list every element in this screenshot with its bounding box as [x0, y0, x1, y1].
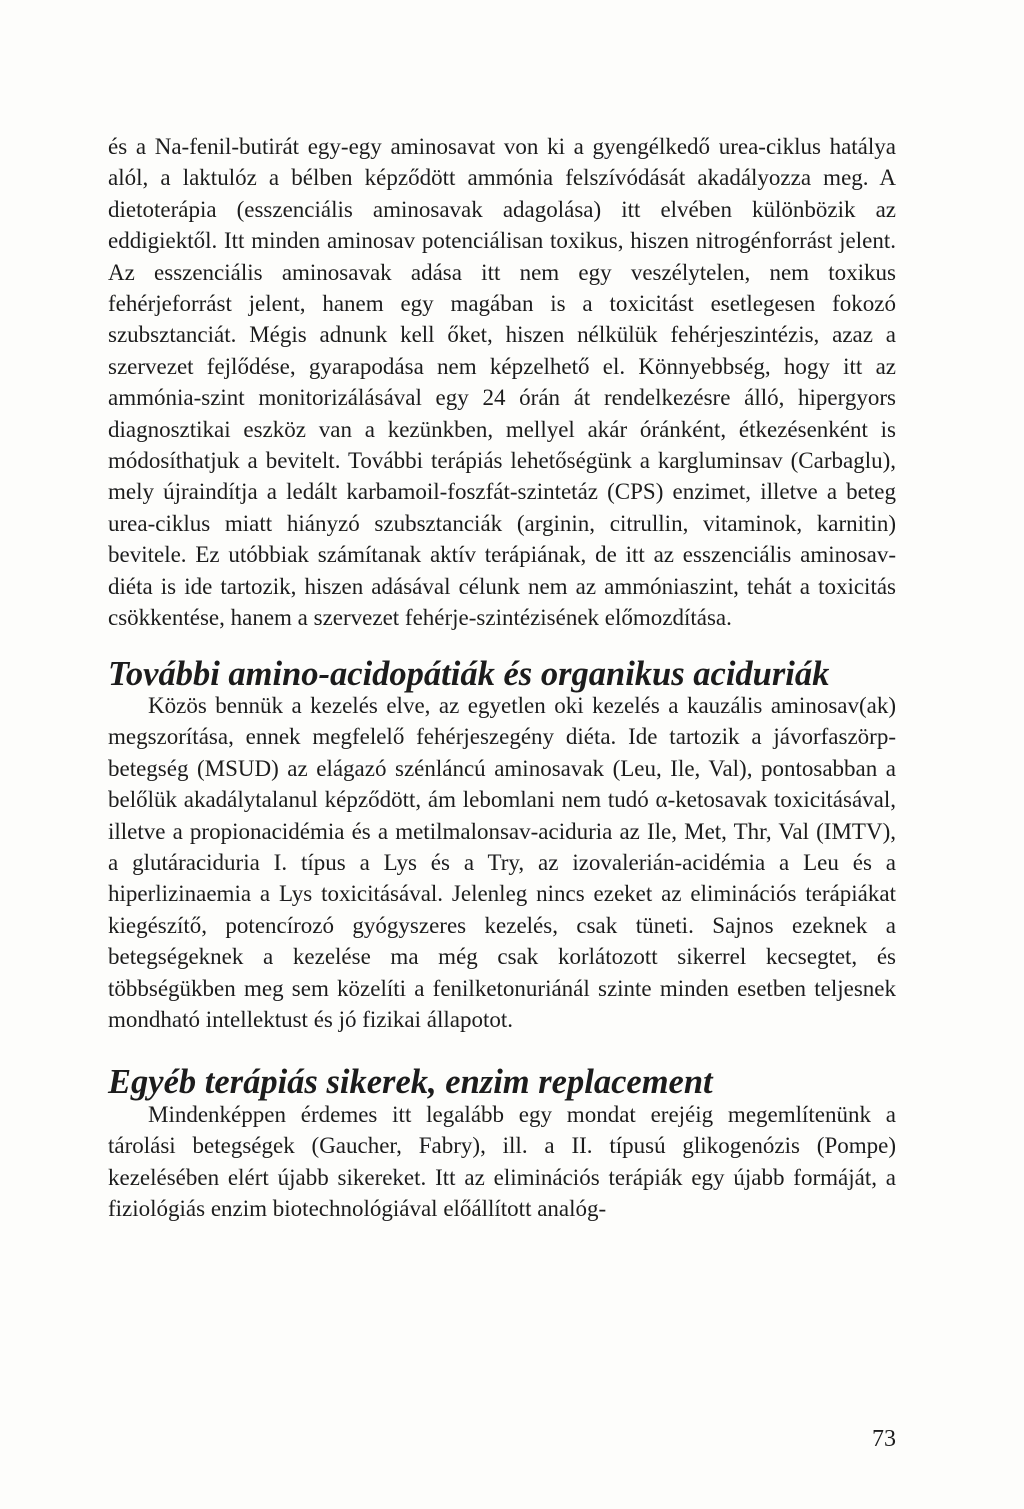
page-number: 73: [872, 1426, 896, 1452]
section-heading-enzyme-replacement: Egyéb terápiás sikerek, enzim replacement: [108, 1063, 713, 1102]
paragraph-amino-acidopathies: Közös bennük a kezelés elve, az egyetlen oki kezelés a kauzális aminosav(ak) megszorítása, ennek megfelelő fehérjeszegény diéta. Ide tartozik a jávorfaszörp-betegség (MSUD) az elágazó szénláncú aminosavak (Leu, Ile, Val), pontosabban a belőlük akadálytalanul képződött, ám lebomlani nem tudó α-ketosavak toxicitásával, illetve a propionacidémia és a metilmalonsav-aciduria az Ile, Met, Thr, Val (IMTV), a glutáraciduria I. típus a Lys és a Try, az izovalerián-acidémia a Leu és a hiperlizinaemia a Lys toxicitásával. Jelenleg nincs ezeket az eliminációs terápiákat kiegészítő, potencírozó gyógyszeres kezelés, csak tüneti. Sajnos ezeknek a betegségeknek a kezelése ma még csak korlátozott sikerrel kecsegtet, és többségükben meg sem közelíti a fenilketonuriánál szinte minden esetben teljesnek mondható intellektust és jó fizikai állapotot.: [108, 692, 896, 1032]
paragraph-enzyme-replacement: Mindenképpen érdemes itt legalább egy mondat erejéig megemlítenünk a tárolási betegségek (Gaucher, Fabry), ill. a II. típusú glikogenózis (Pompe) kezelésében elért újabb sikereket. Itt az eliminációs terápiák egy újabb formáját, a fiziológiás enzim biotechnológiával előállított analóg-: [108, 1101, 896, 1221]
paragraph-continued: és a Na-fenil-butirát egy-egy aminosavat von ki a gyengélkedő urea-ciklus hatálya alól, a laktulóz a bélben képződött ammónia felszívódását akadályozza meg. A dietoterápia (esszenciális aminosavak adagolása) itt elvében különbözik az eddigiektől. Itt minden aminosav potenciálisan toxikus, hiszen nitrogénforrást jelent. Az esszenciális aminosavak adása itt nem egy veszélytelen, nem toxikus fehérjeforrást jelent, hanem egy magában is a toxicitást esetlegesen fokozó szubsztanciát. Mégis adnunk kell őket, hiszen nélkülük fehérjeszintézis, azaz a szervezet fejlődése, gyarapodása nem képzelhető el. Könnyebbség, hogy itt az ammónia-szint monitorizálásával egy 24 órán át rendelkezésre álló, hipergyors diagnosztikai eszköz van a kezünkben, mellyel akár óránként, étkezésenként is módosíthatjuk a bevitelt. További terápiás lehetőségünk a kargluminsav (Carbaglu), mely újraindítja a ledált karbamoil-foszfát-szintetáz (CPS) enzimet, illetve a beteg urea-ciklus miatt hiányzó szubsztanciák (arginin, citrullin, vitaminok, karnitin) bevitele. Ez utóbbiak számítanak aktív terápiának, de itt az esszenciális aminosav-diéta is ide tartozik, hiszen adásával célunk nem az ammóniaszint, tehát a toxicitás csökkentése, hanem a szervezet fehérje-szintézisének előmozdítása.: [108, 134, 896, 631]
section-heading-amino-acidopathies: További amino-acidopátiák és organikus aciduriák: [108, 654, 830, 693]
page-body: [108, 131, 896, 1224]
